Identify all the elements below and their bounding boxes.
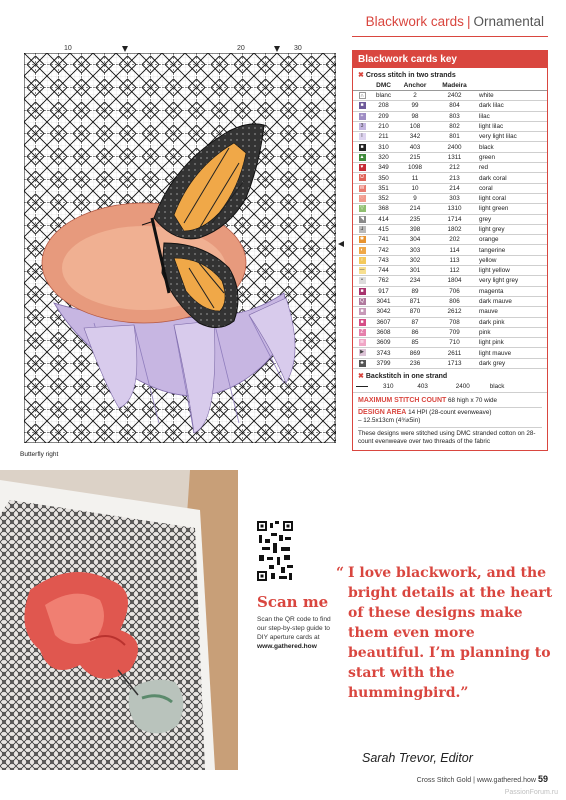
- table-row: ♀ 743 302 113 yellow: [353, 255, 547, 265]
- table-row: ■ 3607 87 708 dark pink: [353, 317, 547, 327]
- col-number-20: 20: [237, 45, 245, 52]
- table-row: ■ 310 403 2400 black: [353, 142, 547, 152]
- symbol-swatch-icon: Z: [360, 328, 364, 335]
- symbol-swatch-icon: Ω: [360, 174, 364, 181]
- table-row: W 351 10 214 coral: [353, 183, 547, 193]
- symbol-swatch-icon: ▲: [359, 153, 365, 160]
- key-note: These designs were stitched using DMC stranded cotton on 28-count evenweave over two threads of the fabric: [358, 429, 536, 445]
- key-title: Blackwork cards key: [353, 51, 547, 68]
- table-row: ♣ 3799 236 1713 dark grey: [353, 358, 547, 368]
- table-row: + 209 98 803 lilac: [353, 111, 547, 121]
- table-row: ◐ 742 303 114 tangerine: [353, 245, 547, 255]
- table-row: ✱ 741 304 202 orange: [353, 235, 547, 245]
- cross-icon: ✖: [358, 373, 364, 381]
- table-row: 310 403 2400 black: [353, 382, 547, 392]
- symbol-swatch-icon: W: [359, 184, 365, 191]
- symbol-swatch-icon: ∩: [360, 93, 364, 100]
- symbol-swatch-icon: ⅃: [359, 226, 366, 233]
- scan-text: Scan the QR code to find our step-by-step guide to DIY aperture cards at www.gathered.how: [257, 616, 331, 650]
- table-row: Z 3608 86 709 pink: [353, 327, 547, 337]
- table-row: ∩ blanc 2 2402 white: [353, 91, 547, 101]
- symbol-swatch-icon: ■: [360, 308, 364, 315]
- col-dmc: DMC: [371, 81, 396, 91]
- scan-link[interactable]: www.gathered.how: [257, 643, 317, 650]
- symbol-swatch-icon: ♀: [360, 256, 364, 263]
- table-row: ■ 917 89 706 magenta: [353, 286, 547, 296]
- table-row: 3 210 108 802 light lilac: [353, 121, 547, 131]
- header-separator: |: [466, 14, 471, 29]
- symbol-swatch-icon: ■: [360, 102, 364, 109]
- symbol-swatch-icon: Q: [360, 298, 364, 304]
- symbol-swatch-icon: ■: [360, 143, 364, 150]
- symbol-swatch-icon: 3: [359, 123, 366, 130]
- symbol-swatch-icon: ♣: [360, 359, 364, 366]
- table-row: ♥ 349 1098 212 red: [353, 163, 547, 173]
- design-area: DESIGN AREA 14 HPI (28-count evenweave) – 12.5x13cm (4¾x5in): [358, 408, 542, 428]
- section-title: Blackwork cards: [365, 14, 464, 29]
- symbol-swatch-icon: ♥: [359, 164, 366, 171]
- key-info: [353, 393, 547, 450]
- table-row: ≋ 3609 85 710 light pink: [353, 338, 547, 348]
- symbol-swatch-icon: ◥: [360, 215, 364, 222]
- symbol-swatch-icon: ◐: [360, 246, 364, 253]
- table-row: ◥ 414 235 1714 grey: [353, 214, 547, 224]
- page-footer: [417, 774, 548, 784]
- symbol-swatch-icon: ■: [360, 318, 364, 325]
- scan-title: Scan me: [257, 593, 329, 611]
- editor-quote: [336, 563, 554, 703]
- max-stitch-count: MAXIMUM STITCH COUNT 68 high x 70 wide: [358, 396, 542, 408]
- page-number: 59: [537, 774, 548, 784]
- table-row: Ω 350 11 213 dark coral: [353, 173, 547, 183]
- symbol-swatch-icon: ♡: [359, 195, 365, 202]
- symbol-swatch-icon: ≋: [359, 339, 365, 346]
- symbol-swatch-icon: ▶: [360, 349, 364, 356]
- cross-icon: ✖: [358, 72, 364, 79]
- backstitch-heading: ✖ Backstitch in one strand: [358, 373, 448, 381]
- symbol-swatch-icon: I: [359, 133, 366, 140]
- table-row: ▶ 3743 869 2611 light mauve: [353, 348, 547, 358]
- table-row: • 762 234 1804 very light grey: [353, 276, 547, 286]
- col-madeira: Madeira: [434, 81, 475, 91]
- chart-key: [352, 50, 548, 451]
- symbol-swatch-icon: ■: [360, 287, 364, 294]
- header-rule: [352, 36, 548, 37]
- col-number-10: 10: [64, 45, 72, 52]
- table-row: ■ 3042 870 2612 mauve: [353, 307, 547, 317]
- open-quote-mark: “: [336, 565, 345, 581]
- backstitch-line-icon: [356, 386, 368, 387]
- symbol-swatch-icon: •: [359, 277, 366, 284]
- table-row: ■ 208 99 804 dark lilac: [353, 101, 547, 111]
- cross-stitch-heading: ✖ Cross stitch in two strands: [358, 72, 456, 79]
- product-photo: [0, 470, 238, 770]
- symbol-swatch-icon: ▽: [360, 205, 364, 212]
- watermark: PassionForum.ru: [504, 789, 558, 796]
- table-row: ♡ 352 9 303 light coral: [353, 193, 547, 203]
- col-number-30: 30: [294, 45, 302, 52]
- table-row: ▽ 368 214 1310 light green: [353, 204, 547, 214]
- center-arrow-side-icon: [338, 241, 344, 247]
- center-arrow-right-icon: [274, 46, 280, 52]
- table-row: I 211 342 801 very light lilac: [353, 132, 547, 142]
- table-row: — 744 301 112 light yellow: [353, 266, 547, 276]
- quote-text: I love blackwork, and the bright details at the heart of these designs make them even more beautiful. I’m planning to start with the hummingbird.”: [348, 565, 553, 701]
- chart-grid: [24, 53, 336, 443]
- symbol-swatch-icon: —: [359, 267, 365, 274]
- backstitch-table: [353, 382, 547, 393]
- key-table: [353, 81, 547, 369]
- center-arrow-left-icon: [122, 46, 128, 52]
- qr-code[interactable]: [257, 521, 293, 581]
- table-row: ⅃ 415 398 1802 light grey: [353, 224, 547, 234]
- symbol-swatch-icon: ✱: [359, 236, 365, 243]
- page-header: [366, 14, 544, 29]
- chart-caption: Butterfly right: [20, 451, 59, 458]
- table-row: Q 3041 871 806 dark mauve: [353, 296, 547, 306]
- footer-text: Cross Stitch Gold | www.gathered.how: [416, 777, 536, 784]
- quote-author: Sarah Trevor, Editor: [362, 751, 473, 765]
- subsection-title: Ornamental: [473, 14, 544, 29]
- symbol-swatch-icon: +: [359, 113, 366, 120]
- col-anchor: Anchor: [396, 81, 434, 91]
- table-row: ▲ 320 215 1311 green: [353, 152, 547, 162]
